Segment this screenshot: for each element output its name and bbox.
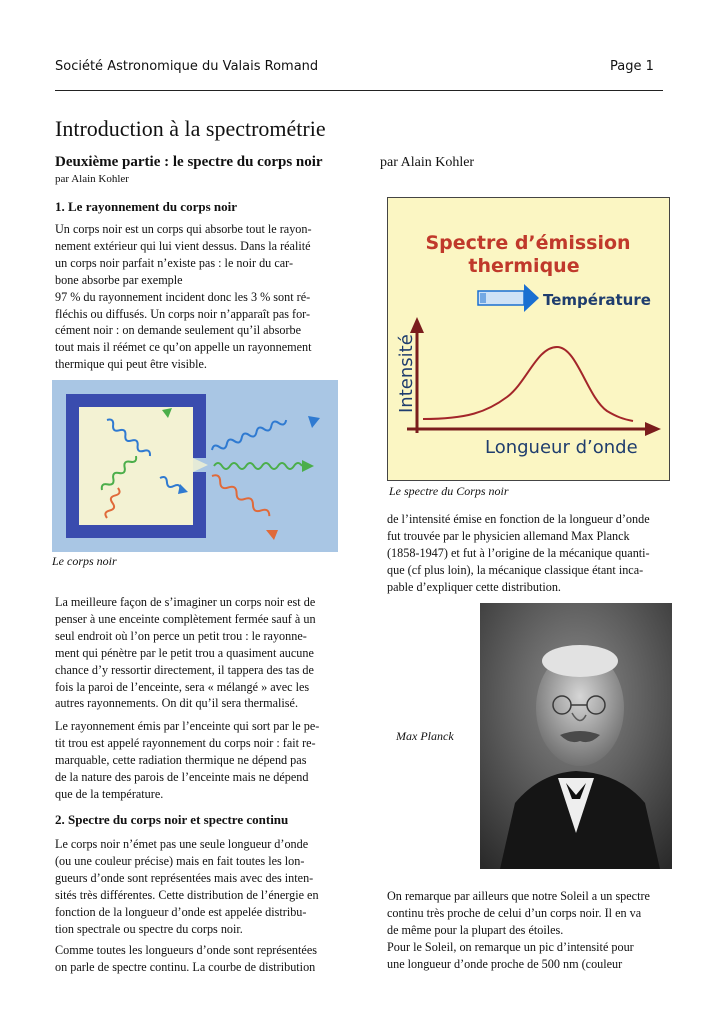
section-2-paragraph-1: Le corps noir n’émet pas une seule longueur d’onde (ou une couleur précise) mais en fait toutes les lon- gueurs d’onde sont représentées mais avec des inten- sités très différentes. Cette distribution de l’énergie en fonction de la longueur d’onde est appelée distribu- tion spectrale ou spectre du corps noir.: [55, 837, 319, 936]
section-1-paragraph-1: Un corps noir est un corps qui absorbe tout le rayon- nement extérieur qui lui vient dessus. Dans la réalité un corps noir parfait n’existe pas : le noir du car- bone absorbe par exemple 97 % du rayonnement incident donc les 3 % sont ré- fléchis ou diffusés. Un corps noir n’apparaît pas for- cément noir : on demande seulement qu’il absorbe tout mais il réémet ce qu’on appelle un rayonnement thermique qui peut être visible.: [55, 222, 312, 372]
header-society: Société Astronomique du Valais Romand: [55, 59, 319, 74]
byline-small: par Alain Kohler: [55, 173, 129, 185]
black-body-illustration: [52, 380, 338, 552]
header-page-number: Page 1: [610, 59, 654, 74]
header-rule: [55, 90, 663, 91]
right-column-paragraph-1: de l’intensité émise en fonction de la longueur d’onde fut trouvée par le physicien allemand Max Planck (1858-1947) et fut à l’origine de la mécanique quanti- que (cf plus loin), la mécanique classique étant inca- pable d’expliquer cette distribution.: [387, 512, 650, 594]
black-body-caption: Le corps noir: [52, 554, 117, 568]
section-1-paragraph-3: Le rayonnement émis par l’enceinte qui sort par le pe- tit trou est appelé rayonnement du corps noir : fait re- marquable, cette radiation thermique ne dépend pas de la nature des parois de l’enceinte mais ne dépend que de la température.: [55, 719, 320, 801]
byline: par Alain Kohler: [380, 155, 475, 170]
y-axis-label: Intensité: [396, 334, 417, 413]
x-axis-label: Longueur d’onde: [485, 437, 638, 458]
spectrum-figure: [387, 197, 670, 481]
portrait-caption: Max Planck: [396, 729, 454, 743]
spectrum-title-line-1: Spectre d’émission: [425, 232, 631, 254]
section-1-paragraph-2: La meilleure façon de s’imaginer un corps noir est de penser à une enceinte complètement fermée sauf à un seul endroit où l’on perce un petit trou : le rayonne- ment qui pénètre par le petit trou a quasiment aucune chance d’y ressortir directement, il tappera des tas de fois la paroi de l’enceinte, sera « mélangé » avec les autres rayonnements. On dit qu’il sera thermalisé.: [55, 595, 316, 711]
page-title: Introduction à la spectrométrie: [55, 116, 326, 141]
max-planck-portrait: [480, 603, 672, 869]
section-2-paragraph-2: Comme toutes les longueurs d’onde sont représentées on parle de spectre continu. La courbe de distribution: [55, 943, 317, 974]
spectrum-title-line-2: thermique: [468, 255, 580, 277]
portrait-photo: [480, 603, 672, 869]
section-2-heading: 2. Spectre du corps noir et spectre continu: [55, 812, 289, 827]
section-1-heading: 1. Le rayonnement du corps noir: [55, 199, 237, 214]
spectrum-caption: Le spectre du Corps noir: [389, 484, 509, 498]
black-body-figure: [52, 380, 338, 552]
spectrum-illustration: [387, 197, 670, 481]
right-column-paragraph-2: On remarque par ailleurs que notre Soleil a un spectre continu très proche de celui d’un corps noir. Il en va de même pour la plupart des étoiles. Pour le Soleil, on remarque un pic d’intensité pour une longueur d’onde proche de 500 nm (couleur: [387, 889, 650, 971]
subtitle: Deuxième partie : le spectre du corps noir: [55, 154, 323, 170]
temperature-label: Température: [543, 291, 651, 309]
